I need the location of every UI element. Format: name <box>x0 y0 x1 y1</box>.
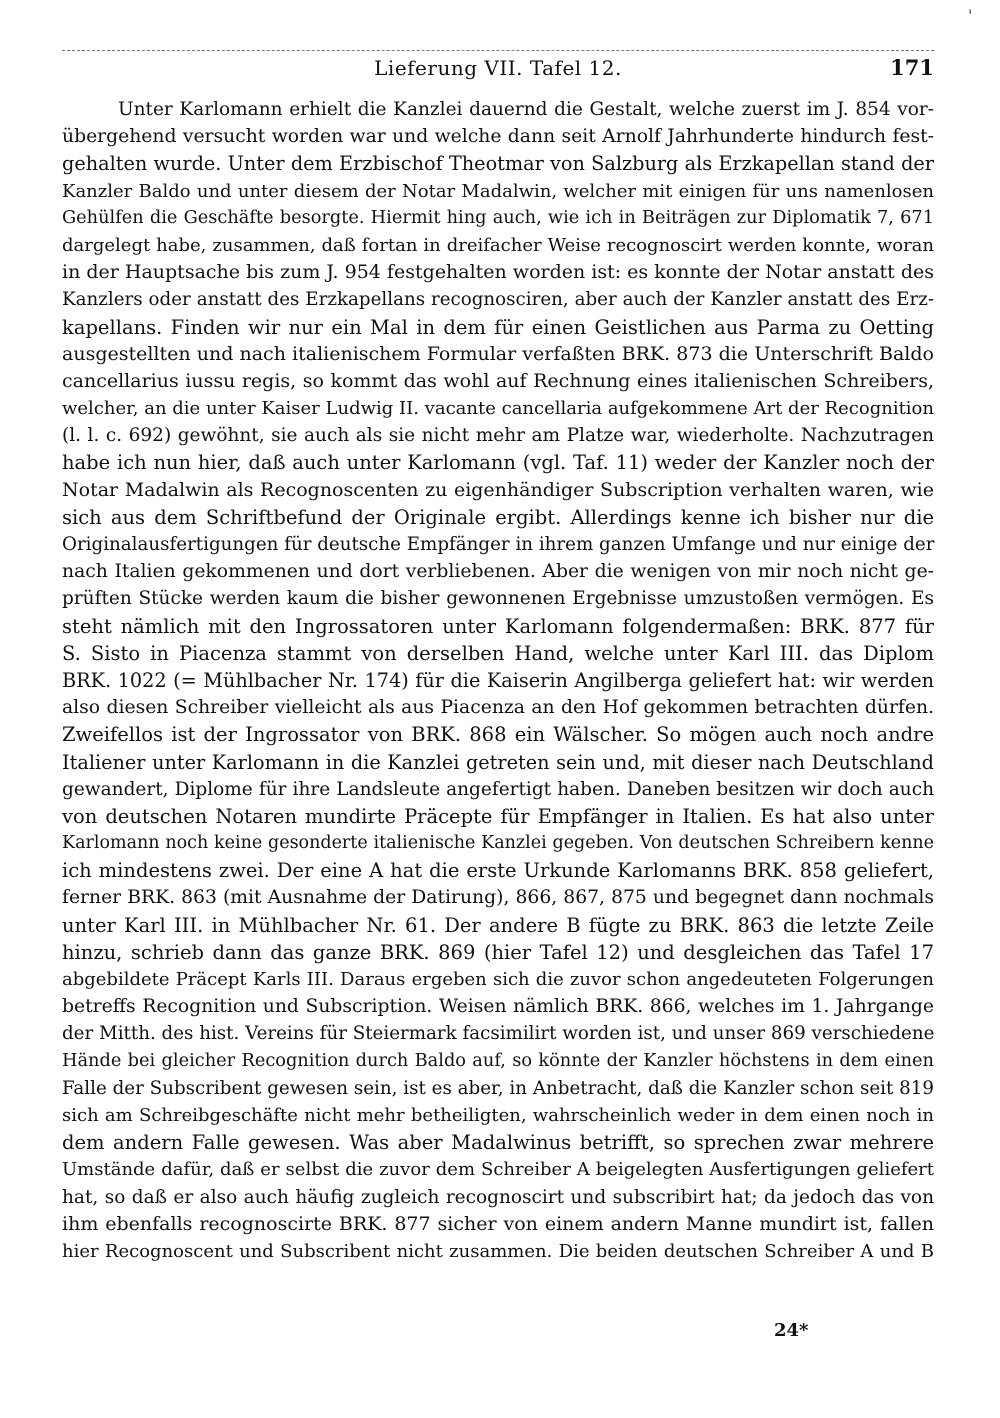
text-line: gehalten wurde. Unter dem Erzbischof Theotmar von Salzburg als Erzkapellan stand der <box>62 152 934 176</box>
text-line: nach Italien gekommenen und dort verbliebenen. Aber die wenigen von mir noch nicht ge- <box>62 561 934 583</box>
text-line: ausgestellten und nach italienischem Formular verfaßten BRK. 873 die Unterschrift Baldo <box>62 342 934 365</box>
running-title: Lieferung VII. Tafel 12. <box>374 56 622 80</box>
text-line: übergehend versucht worden war und welche dann seit Arnolf Jahrhunderte hindurch fest- <box>62 126 934 148</box>
text-line: dem andern Falle gewesen. Was aber Madalwinus betrifft, so sprechen zwar mehrere <box>62 1131 934 1155</box>
text-line: habe ich nun hier, daß auch unter Karlomann (vgl. Taf. 11) weder der Kanzler noch der <box>62 451 934 475</box>
text-line: Gehülfen die Geschäfte besorgte. Hiermit hing auch, wie ich in Beiträgen zur Diplomatik 7, 671 <box>62 207 934 228</box>
page-header <box>62 42 934 84</box>
text-line: Kanzlers oder anstatt des Erzkapellans recognosciren, aber auch der Kanzler anstatt des Erz- <box>62 289 934 311</box>
text-line: abgebildete Präcept Karls III. Daraus ergeben sich die zuvor schon angedeuteten Folgerungen <box>62 969 934 990</box>
text-line: Karlomann noch keine gesonderte italienische Kanzlei gegeben. Von deutschen Schreibern kenne <box>62 833 934 854</box>
text-line: Falle der Subscribent gewesen sein, ist es aber, in Anbetracht, daß die Kanzler schon seit 819 <box>62 1077 934 1099</box>
text-line: (l. l. c. 692) gewöhnt, sie auch als sie nicht mehr am Platze war, wiederholte. Nachzutragen <box>62 425 934 447</box>
page-number: 171 <box>890 55 934 80</box>
text-line: ich mindestens zwei. Der eine A hat die erste Urkunde Karlomanns BRK. 858 geliefert, <box>62 859 934 883</box>
text-line: Unter Karlomann erhielt die Kanzlei dauernd die Gestalt, welche zuerst im J. 854 vor- <box>118 99 934 120</box>
text-line: kapellans. Finden wir nur ein Mal in dem für einen Geistlichen aus Parma zu Oetting <box>62 315 934 339</box>
text-line: ferner BRK. 863 (mit Ausnahme der Datirung), 866, 867, 875 und begegnet dann nochmals <box>62 887 934 909</box>
text-line: Umstände dafür, daß er selbst die zuvor dem Schreiber A beigelegten Ausfertigungen geliefert <box>62 1159 934 1181</box>
text-line: von deutschen Notaren mundirte Präcepte für Empfänger in Italien. Es hat also unter <box>62 804 934 828</box>
text-line: sich am Schreibgeschäfte nicht mehr betheiligten, wahrscheinlich weder in dem einen noch in <box>62 1104 934 1126</box>
text-line: hat, so daß er also auch häufig zugleich recognoscirt und subscribirt hat; da jedoch das von <box>62 1186 934 1208</box>
text-line: hier Recognoscent und Subscribent nicht zusammen. Die beiden deutschen Schreiber A und B <box>62 1240 934 1262</box>
text-line: steht nämlich mit den Ingrossatoren unter Karlomann folgendermaßen: BRK. 877 für <box>62 614 934 638</box>
text-line: gewandert, Diplome für ihre Landsleute angefertigt haben. Daneben besitzen wir doch auch <box>62 778 934 800</box>
text-line: Notar Madalwin als Recognoscenten zu eigenhändiger Subscription verhalten waren, wie <box>62 478 934 501</box>
text-line: hinzu, schrieb dann das ganze BRK. 869 (hier Tafel 12) und desgleichen das Tafel 17 <box>62 940 934 964</box>
text-line: BRK. 1022 (= Mühlbacher Nr. 174) für die Kaiserin Angilberga geliefert hat: wir werden <box>62 668 934 692</box>
text-line: Originalausfertigungen für deutsche Empfänger in ihrem ganzen Umfange und nur einige der <box>62 534 935 555</box>
text-line: dargelegt habe, zusammen, daß fortan in dreifacher Weise recognoscirt werden konnte, woran <box>62 234 934 256</box>
text-line: unter Karl III. in Mühlbacher Nr. 61. Der andere B fügte zu BRK. 863 die letzte Zeile <box>62 913 934 937</box>
text-line: prüften Stücke werden kaum die bisher gewonnenen Ergebnisse umzustoßen vermögen. Es <box>62 588 934 610</box>
text-line: cancellarius iussu regis, so kommt das wohl auf Rechnung eines italienischen Schreibers, <box>62 369 934 392</box>
text-line: der Mitth. des hist. Vereins für Steiermark facsimilirt worden ist, und unser 869 verschiedene <box>62 1023 935 1045</box>
body-text <box>62 96 934 1265</box>
text-line: sich aus dem Schriftbefund der Originale ergibt. Allerdings kenne ich bisher nur die <box>62 505 934 529</box>
text-line: welcher, an die unter Kaiser Ludwig II. vacante cancellaria aufgekommene Art der Recognition <box>62 398 934 420</box>
text-line: also diesen Schreiber vielleicht als aus Piacenza an den Hof gekommen betrachten dürfen. <box>62 697 934 719</box>
corner-mark: ' <box>968 6 973 25</box>
text-line: Italiener unter Karlomann in die Kanzlei getreten sein und, mit dieser nach Deutschland <box>62 750 934 774</box>
text-line: S. Sisto in Piacenza stammt von derselben Hand, welche unter Karl III. das Diplom <box>62 641 934 665</box>
text-line: Kanzler Baldo und unter diesem der Notar Madalwin, welcher mit einigen für uns namenlosen <box>62 180 934 202</box>
text-line: Hände bei gleicher Recognition durch Baldo auf, so könnte der Kanzler höchstens in dem einen <box>62 1050 934 1071</box>
header-rule <box>62 50 934 51</box>
text-line: betreffs Recognition und Subscription. Weisen nämlich BRK. 866, welches im 1. Jahrgange <box>62 996 934 1018</box>
text-line: Zweifellos ist der Ingrossator von BRK. 868 ein Wälscher. So mögen auch noch andre <box>62 723 934 747</box>
text-line: in der Hauptsache bis zum J. 954 festgehalten worden ist: es konnte der Notar anstatt des <box>62 261 934 284</box>
signature-mark: 24* <box>774 1320 809 1341</box>
text-line: ihm ebenfalls recognoscirte BRK. 877 sicher von einem andern Manne mundirt ist, fallen <box>62 1212 934 1235</box>
